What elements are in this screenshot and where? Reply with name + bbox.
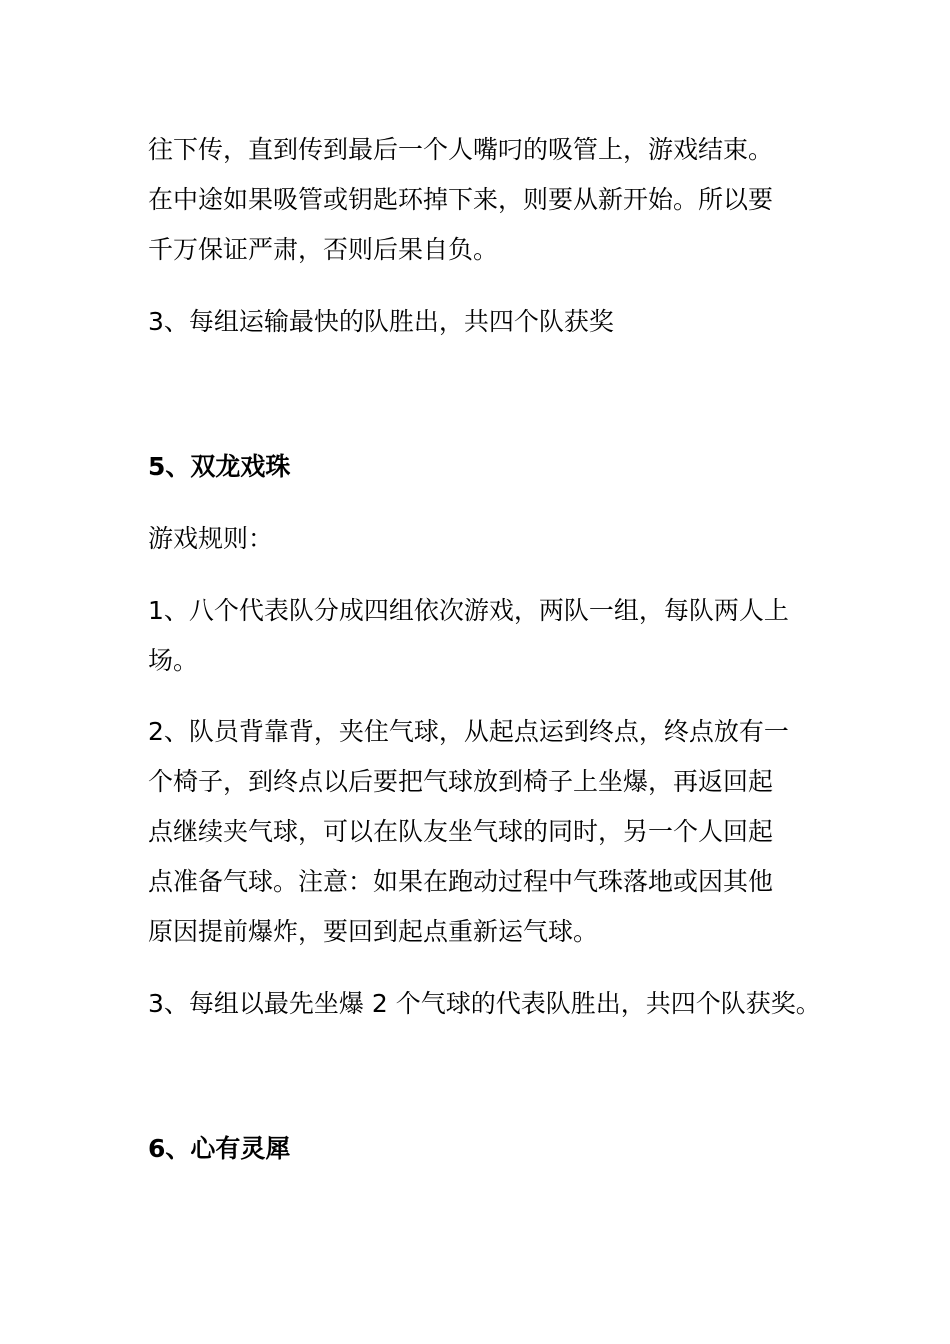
rule-item: 3、每组运输最快的队胜出，共四个队获奖 <box>148 307 614 336</box>
rule-item: 1、八个代表队分成四组依次游戏，两队一组，每队两人上 <box>148 596 789 625</box>
rule-item-continued: 场。 <box>148 646 199 675</box>
rules-label: 游戏规则： <box>148 524 274 553</box>
paragraph-line: 千万保证严肃，否则后果自负。 <box>148 235 499 264</box>
section-heading: 5、双龙戏珠 <box>148 452 291 481</box>
rule-item-continued: 点准备气球。注意：如果在跑动过程中气珠落地或因其他 <box>148 867 774 896</box>
rule-item: 3、每组以最先坐爆 2 个气球的代表队胜出，共四个队获奖。 <box>148 989 821 1018</box>
rule-item-continued: 点继续夹气球，可以在队友坐气球的同时，另一个人回起 <box>148 817 774 846</box>
rule-item: 2、队员背靠背，夹住气球，从起点运到终点，终点放有一 <box>148 717 789 746</box>
rule-item-continued: 原因提前爆炸，要回到起点重新运气球。 <box>148 917 599 946</box>
paragraph-line: 往下传，直到传到最后一个人嘴叼的吸管上，游戏结束。 <box>148 135 774 164</box>
section-heading: 6、心有灵犀 <box>148 1134 291 1163</box>
rule-item-continued: 个椅子，到终点以后要把气球放到椅子上坐爆，再返回起 <box>148 767 774 796</box>
paragraph-line: 在中途如果吸管或钥匙环掉下来，则要从新开始。所以要 <box>148 185 774 214</box>
